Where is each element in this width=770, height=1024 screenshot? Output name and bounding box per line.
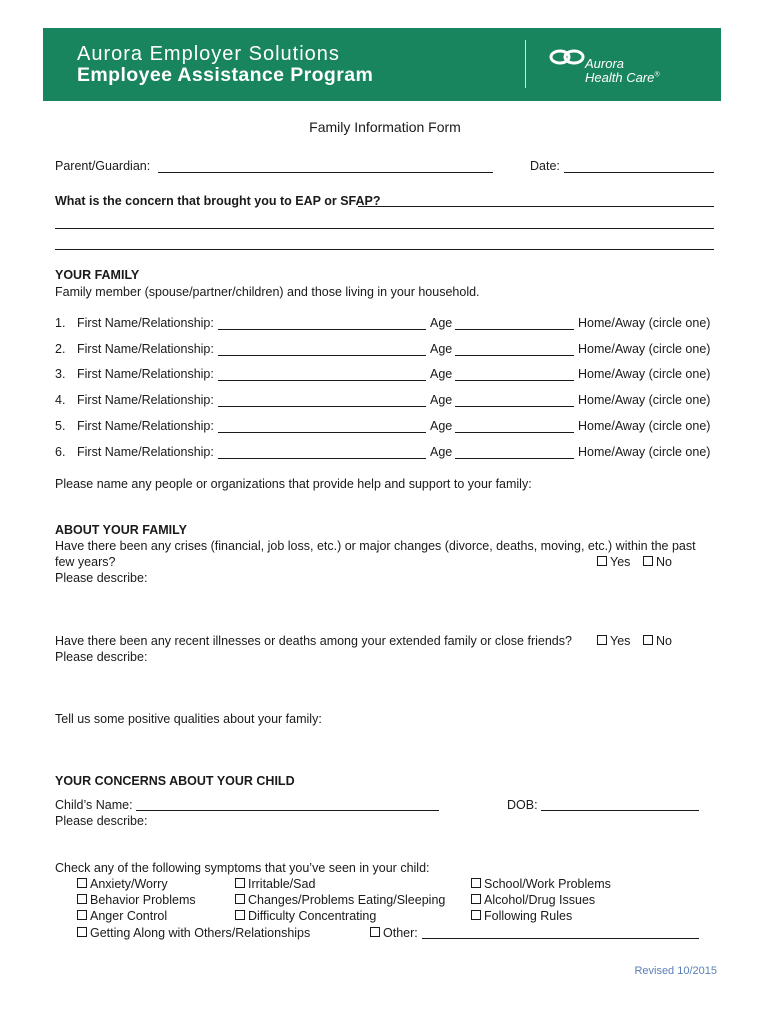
parent-label: Parent/Guardian: [55,159,151,173]
home-away-label: Home/Away (circle one) [578,393,711,407]
date-label: Date: [530,159,560,173]
yes-label: Yes [610,634,631,648]
symptom-option[interactable] [471,877,611,891]
symptom-label: Irritable/Sad [248,877,316,891]
aurora-logo-icon [549,46,585,71]
no-label: No [656,555,672,569]
home-away-label: Home/Away (circle one) [578,342,711,356]
age-label: Age [430,367,453,381]
no-label: No [656,634,672,648]
other-field[interactable] [422,938,699,939]
checkbox-icon[interactable] [597,635,607,645]
crises-yes-option[interactable] [597,555,630,569]
checkbox-icon[interactable] [235,878,245,888]
name-field[interactable] [218,458,426,459]
checkbox-icon[interactable] [471,894,481,904]
age-field[interactable] [455,458,574,459]
symptoms-intro: Check any of the following symptoms that you’ve seen in your child: [55,861,430,875]
row-number: 4. [55,393,66,407]
symptom-option[interactable] [471,893,595,907]
support-question: Please name any people or organizations that provide help and support to your family: [55,477,532,491]
checkbox-icon[interactable] [77,910,87,920]
row-number: 2. [55,342,66,356]
row-number: 3. [55,367,66,381]
symptom-label: Anger Control [90,909,168,923]
row-number: 5. [55,419,66,433]
checkbox-icon[interactable] [235,894,245,904]
checkbox-icon[interactable] [597,556,607,566]
row-label: First Name/Relationship: [77,316,214,330]
illness-no-option[interactable] [643,634,672,648]
checkbox-icon[interactable] [77,878,87,888]
form-title: Family Information Form [309,119,461,135]
your-family-intro: Family member (spouse/partner/children) and those living in your household. [55,285,480,299]
symptom-label: Alcohol/Drug Issues [484,893,596,907]
checkbox-icon[interactable] [77,927,87,937]
parent-field[interactable] [158,172,493,173]
symptom-label: Behavior Problems [90,893,196,907]
checkbox-icon[interactable] [471,878,481,888]
age-field[interactable] [455,406,574,407]
row-label: First Name/Relationship: [77,445,214,459]
age-label: Age [430,316,453,330]
child-name-label: Child’s Name: [55,798,133,812]
illness-question: Have there been any recent illnesses or deaths among your extended family or close friends? [55,634,572,648]
revised-date: Revised 10/2015 [634,965,717,977]
age-field[interactable] [455,355,574,356]
logo-text-health-care: Health Care® [585,70,660,85]
home-away-label: Home/Away (circle one) [578,316,711,330]
checkbox-icon[interactable] [235,910,245,920]
age-field[interactable] [455,380,574,381]
checkbox-icon[interactable] [471,910,481,920]
header-line1: Aurora Employer Solutions [77,43,340,65]
illness-yes-option[interactable] [597,634,630,648]
crises-question-line1: Have there been any crises (financial, job loss, etc.) or major changes (divorce, deaths, moving, etc.) within the past [55,539,696,553]
dob-field[interactable] [541,810,699,811]
child-name-field[interactable] [136,810,439,811]
home-away-label: Home/Away (circle one) [578,419,711,433]
name-field[interactable] [218,380,426,381]
about-family-heading: ABOUT YOUR FAMILY [55,523,187,537]
symptom-option[interactable] [77,893,196,907]
row-label: First Name/Relationship: [77,419,214,433]
other-label: Other: [383,926,418,940]
crises-no-option[interactable] [643,555,672,569]
concern-field-3[interactable] [55,249,714,250]
row-number: 1. [55,316,66,330]
name-field[interactable] [218,355,426,356]
positive-qualities-question: Tell us some positive qualities about your family: [55,712,322,726]
row-label: First Name/Relationship: [77,393,214,407]
other-option[interactable] [370,926,418,940]
symptom-option[interactable] [77,926,310,940]
row-label: First Name/Relationship: [77,367,214,381]
yes-label: Yes [610,555,631,569]
symptom-label: Difficulty Concentrating [248,909,377,923]
symptom-option[interactable] [235,877,315,891]
row-number: 6. [55,445,66,459]
logo-text-aurora: Aurora [585,56,625,71]
concern-field-2[interactable] [55,228,714,229]
dob-label: DOB: [507,798,538,812]
date-field[interactable] [564,172,714,173]
home-away-label: Home/Away (circle one) [578,445,711,459]
name-field[interactable] [218,329,426,330]
your-family-heading: YOUR FAMILY [55,268,140,282]
checkbox-icon[interactable] [370,927,380,937]
symptom-label: Following Rules [484,909,573,923]
symptom-label: Getting Along with Others/Relationships [90,926,311,940]
child-describe-label: Please describe: [55,814,148,828]
symptom-label: Anxiety/Worry [90,877,168,891]
symptom-option[interactable] [471,909,572,923]
symptom-option[interactable] [235,893,445,907]
symptom-label: Changes/Problems Eating/Sleeping [248,893,446,907]
illness-describe-label: Please describe: [55,650,148,664]
header-line2: Employee Assistance Program [77,64,374,86]
name-field[interactable] [218,432,426,433]
checkbox-icon[interactable] [77,894,87,904]
home-away-label: Home/Away (circle one) [578,367,711,381]
registered-mark: ® [654,71,660,79]
row-label: First Name/Relationship: [77,342,214,356]
crises-describe-label: Please describe: [55,571,148,585]
concern-field-1[interactable] [358,206,714,207]
checkbox-icon[interactable] [643,556,653,566]
age-label: Age [430,419,453,433]
concern-question: What is the concern that brought you to EAP or SFAP? [55,194,381,208]
child-concerns-heading: YOUR CONCERNS ABOUT YOUR CHILD [55,774,295,788]
age-label: Age [430,342,453,356]
age-label: Age [430,393,453,407]
age-field[interactable] [455,329,574,330]
symptom-option[interactable] [77,909,167,923]
symptom-label: School/Work Problems [484,877,611,891]
age-field[interactable] [455,432,574,433]
checkbox-icon[interactable] [643,635,653,645]
symptom-option[interactable] [235,909,376,923]
crises-question-line2: few years? [55,555,116,569]
age-label: Age [430,445,453,459]
symptom-option[interactable] [77,877,168,891]
name-field[interactable] [218,406,426,407]
header-divider [525,40,526,88]
